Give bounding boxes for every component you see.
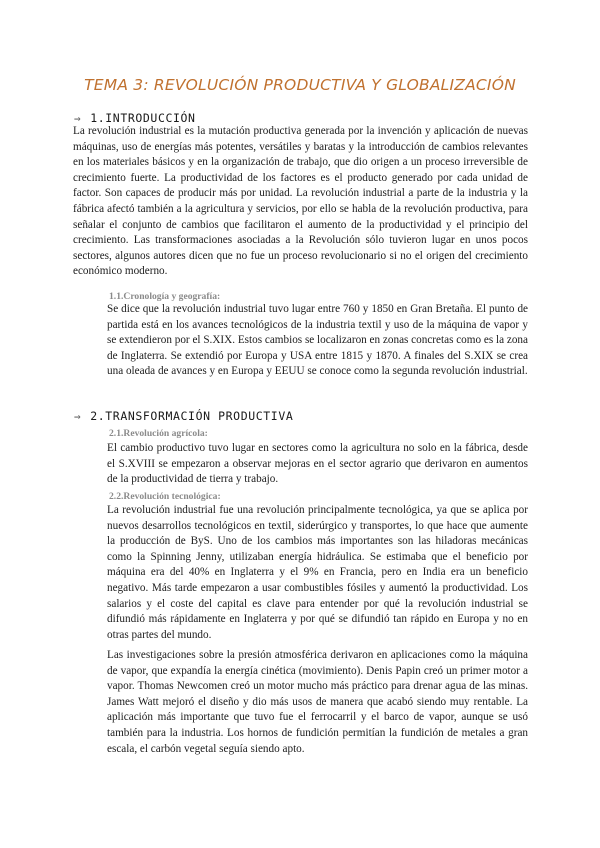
arrow-right-icon: ⇒ [74,112,82,125]
intro-paragraph: La revolución industrial es la mutación productiva generada por la invención y aplicación de nuevas máquinas, uso de energías más potentes, versátiles y baratas y la introducción de cambios relevantes en los materiales básicos y en la organización de trabajo, que dio origen a un proceso irreversible de crecimiento fuerte. La productividad de los factores es el producto generado por cada unidad de factor. Son capaces de producir más por unidad. La revolución industrial a parte de la industria y la fábrica afectó también a la agricultura y servicios, por ello se habla de la revolución productiva, para señalar el conjunto de cambios que facilitaron el aumento de la productividad y el principio del crecimiento. Las transformaciones asociadas a la Revolución sólo tuvieron lugar en unos pocos sectores, algunos autores dicen que no fue un proceso revolucionario si no el origen del crecimiento económico moderno. [73,125,528,278]
section-heading-label: 1.INTRODUCCIÓN [90,111,196,125]
document-title: TEMA 3: REVOLUCIÓN PRODUCTIVA Y GLOBALIZACIÓN [84,76,516,94]
cronologia-paragraph: Se dice que la revolución industrial tuvo lugar entre 760 y 1850 en Gran Bretaña. El punto de partida está en los avances tecnológicos de la industria textil y uso de la máquina de vapor y se extendieron por el S.XIX. Estos cambios se localizaron en zonas concretas como es la zona de Inglaterra. Se extendió por Europa y USA entre 1815 y 1870. A finales del S.XIX se crea una oleada de avances y en Europa y EEUU se conoce como la segunda revolución industrial. [107,303,528,378]
section-heading-introduccion [74,111,196,125]
tecnologica-paragraph-1: La revolución industrial fue una revolución principalmente tecnológica, ya que se aplica por nuevos desarrollos tecnológicos en textil, siderúrgico y transportes, lo que hace que aumente la producción de ByS. Uno de los cambios más importantes son las hiladoras mecánicas como la Spinning Jenny, utilizaban energía hidráulica. Se estimaba que el beneficio por máquina era del 40% en Inglaterra y el 9% en Francia, pero en India era un beneficio negativo. Más tarde empezaron a usar combustibles fósiles y aumentó la productividad. Los salarios y el coste del capital es clave para entender por qué la revolución industrial se difundió más rápidamente en Inglaterra y por qué se difundió tan rápido en Europa y no en otras partes del mundo. [107,504,528,641]
subsection-heading-cronologia: 1.1.Cronología y geografía: [109,291,221,302]
section-heading-label: 2.TRANSFORMACIÓN PRODUCTIVA [90,409,294,423]
arrow-right-icon: ⇒ [74,410,82,423]
tecnologica-paragraph-2: Las investigaciones sobre la presión atmosférica derivaron en aplicaciones como la máquina de vapor, que expandía la energía cinética (movimiento). Denis Papin creó un primer motor a vapor. Thomas Newcomen creó un motor mucho más práctico para drenar agua de las minas. James Watt mejoró el diseño y dio más usos de manera que acabó siendo muy rentable. La aplicación más importante que tuvo fue el ferrocarril y el barco de vapor, aunque se usó también para la industria. Los hornos de fundición permitían la fundición de metales a gran escala, el carbón vegetal seguía siendo apto. [107,649,528,755]
agricola-paragraph: El cambio productivo tuvo lugar en sectores como la agricultura no solo en la fábrica, desde el S.XVIII se empezaron a observar mejoras en el sector agrario que derivaron en aumentos de la productividad de tierra y trabajo. [107,442,528,486]
subsection-heading-agricola: 2.1.Revolución agrícola: [109,428,208,439]
subsection-heading-tecnologica: 2.2.Revolución tecnológica: [109,491,221,502]
section-heading-transformacion [74,409,293,423]
